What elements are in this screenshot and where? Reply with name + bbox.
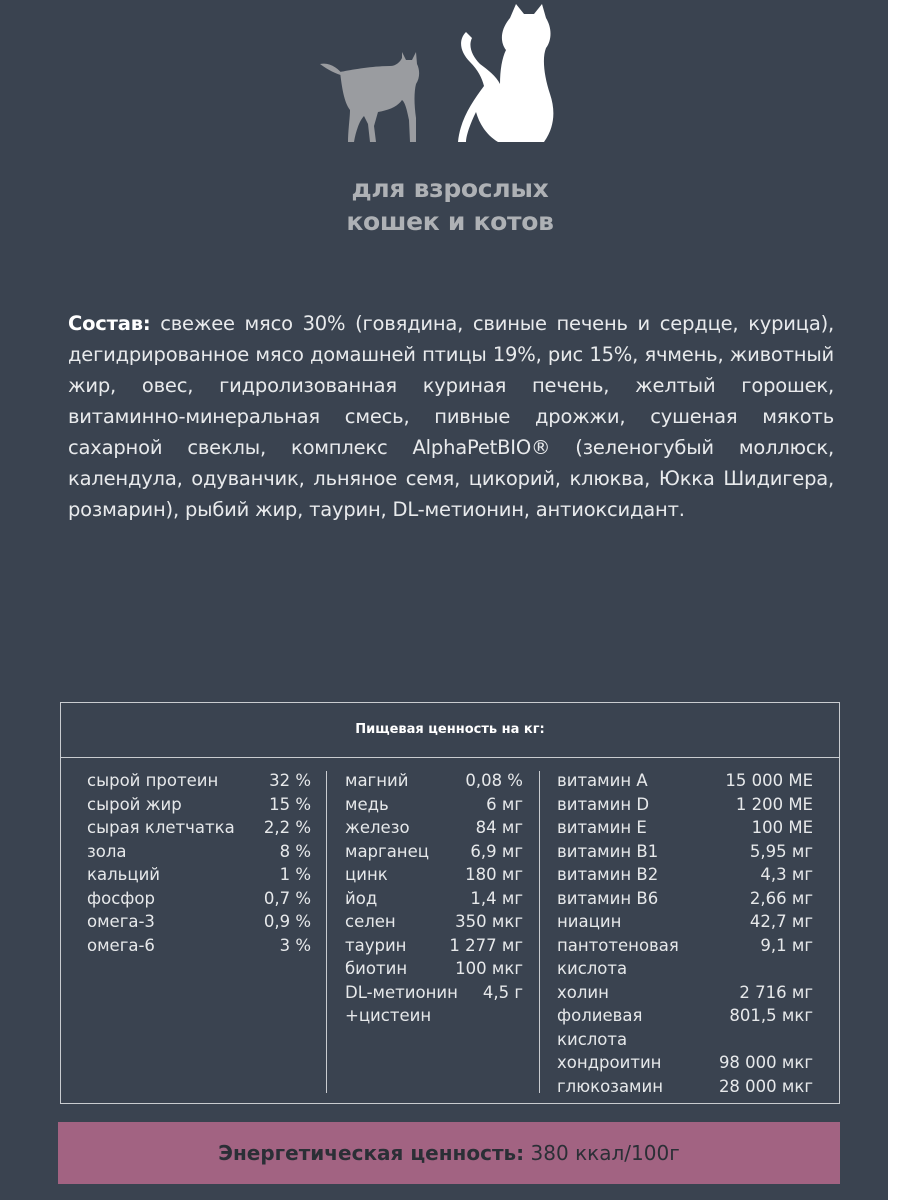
- nutrient-value: 28 000 мкг: [718, 1076, 813, 1096]
- nutrient-value: 4,5 г: [482, 982, 523, 1002]
- column-divider: [539, 771, 540, 1093]
- nutrient-row: [345, 934, 523, 958]
- nutrient-row: [345, 981, 523, 1028]
- nutrient-row: [557, 863, 813, 887]
- nutrition-title: Пищевая ценность на кг:: [61, 703, 839, 758]
- energy-label: Энергетическая ценность:: [218, 1141, 525, 1165]
- nutrient-value: 15 %: [269, 794, 311, 814]
- nutrient-row: [557, 1075, 813, 1099]
- nutrient-name: селен: [345, 912, 396, 931]
- nutrient-name: омега-3: [87, 912, 155, 931]
- nutrient-value: 32 %: [269, 771, 311, 790]
- nutrient-row: [345, 769, 523, 793]
- nutrient-row: [345, 816, 523, 840]
- nutrient-row: [557, 816, 813, 840]
- nutrient-value: 6,9 мг: [470, 841, 523, 861]
- nutrient-row: [87, 816, 311, 840]
- nutrient-name: сырой протеин: [87, 771, 219, 790]
- nutrient-value: 0,7 %: [263, 888, 311, 908]
- energy-value: 380 ккал/100г: [524, 1141, 680, 1165]
- nutrient-value: 4,3 мг: [760, 865, 813, 884]
- nutrient-value: 180 мг: [465, 865, 523, 884]
- nutrient-name: холин: [557, 982, 609, 1002]
- nutrient-row: [557, 1004, 813, 1051]
- nutrient-name: хондроитин: [557, 1053, 662, 1072]
- nutrient-name: цинк: [345, 865, 388, 884]
- nutrient-row: [557, 887, 813, 911]
- nutrient-row: [87, 934, 311, 958]
- subtitle-line-1: для взрослых: [351, 174, 549, 203]
- energy-value-band: [58, 1122, 840, 1184]
- nutrient-value: 15 000 МЕ: [725, 771, 813, 790]
- nutrient-name: зола: [87, 841, 127, 861]
- nutrient-name: марганец: [345, 841, 429, 861]
- nutrition-table: [60, 702, 840, 1104]
- nutrient-value: 2,2 %: [263, 818, 311, 837]
- nutrient-name: йод: [345, 888, 378, 908]
- nutrient-name: железо: [345, 818, 410, 837]
- nutrient-value: 1 %: [279, 865, 311, 884]
- column-divider: [326, 771, 327, 1093]
- composition-text: [68, 308, 834, 525]
- nutrient-name: сырой жир: [87, 794, 182, 814]
- nutrient-name: сырая клетчатка: [87, 818, 235, 837]
- nutrient-value: 100 МЕ: [751, 818, 813, 837]
- nutrient-value: 2 716 мг: [739, 982, 813, 1002]
- nutrient-row: [557, 769, 813, 793]
- nutrient-name: глюкозамин: [557, 1076, 664, 1096]
- nutrient-name: фосфор: [87, 888, 155, 908]
- nutrient-row: [87, 840, 311, 864]
- nutrient-value: 100 мкг: [455, 959, 523, 978]
- nutrient-name: витамин Е: [557, 818, 647, 837]
- nutrient-value: 801,5 мкг: [729, 1006, 813, 1025]
- nutrition-column-vitamins: [557, 769, 813, 1098]
- nutrient-row: [345, 793, 523, 817]
- nutrient-name: медь: [345, 794, 389, 814]
- nutrition-column-basic: [87, 769, 311, 957]
- nutrient-name: кальций: [87, 865, 161, 884]
- nutrient-row: [557, 981, 813, 1005]
- nutrient-row: [557, 1051, 813, 1075]
- nutrient-value: 0,9 %: [263, 912, 311, 931]
- nutrient-row: [345, 840, 523, 864]
- nutrient-value: 1 200 МЕ: [735, 794, 813, 814]
- nutrient-value: 3 %: [279, 935, 311, 955]
- nutrient-value: 8 %: [279, 841, 311, 861]
- subtitle-line-2: кошек и котов: [346, 207, 554, 236]
- nutrient-name: магний: [345, 771, 409, 790]
- nutrient-name: таурин: [345, 935, 407, 955]
- nutrient-row: [557, 934, 813, 981]
- nutrient-row: [87, 863, 311, 887]
- nutrient-value: 98 000 мкг: [718, 1053, 813, 1072]
- composition-ingredients: свежее мясо 30% (говядина, свиные печень и сердце, курица), дегидрированное мясо домашней птицы 19%, рис 15%, ячмень, животный жир, овес, гидролизованная куриная печень, желтый горошек, витаминно-минеральная смесь, пивные дрожжи, сушеная мякоть сахарной свеклы, комплекс AlphaPetBIO® (зеленогубый моллюск, календула, одуванчик, льняное семя, цикорий, клюква, Юкка Шидигера, розмарин), рыбий жир, таурин, DL-метионин, антиоксидант.: [68, 312, 834, 521]
- nutrient-value: 1 277 мг: [449, 935, 523, 955]
- nutrient-value: 9,1 мг: [760, 935, 813, 955]
- nutrient-row: [87, 910, 311, 934]
- nutrient-name: пантотеновая кислота: [557, 935, 679, 978]
- nutrient-name: DL-метионин +цистеин: [345, 982, 458, 1025]
- small-cat-icon: [320, 52, 419, 142]
- nutrient-value: 6 мг: [486, 794, 523, 814]
- nutrient-value: 0,08 %: [465, 771, 523, 790]
- nutrient-name: витамин А: [557, 771, 648, 790]
- nutrient-row: [345, 863, 523, 887]
- nutrient-value: 42,7 мг: [749, 912, 813, 931]
- nutrient-row: [345, 957, 523, 981]
- target-audience-subtitle: [250, 172, 650, 238]
- nutrient-row: [87, 793, 311, 817]
- nutrient-row: [345, 887, 523, 911]
- nutrient-row: [345, 910, 523, 934]
- nutrient-name: ниацин: [557, 912, 622, 931]
- nutrient-name: витамин В6: [557, 888, 659, 908]
- nutrient-name: биотин: [345, 959, 408, 978]
- nutrient-value: 84 мг: [475, 818, 523, 837]
- nutrient-name: витамин D: [557, 794, 650, 814]
- nutrient-name: омега-6: [87, 935, 155, 955]
- nutrient-row: [557, 793, 813, 817]
- nutrient-name: фолиевая кислота: [557, 1006, 643, 1049]
- nutrient-value: 5,95 мг: [749, 841, 813, 861]
- cats-illustration: [310, 0, 590, 160]
- nutrient-value: 350 мкг: [455, 912, 523, 931]
- nutrition-column-minerals: [345, 769, 523, 1028]
- large-cat-icon: [458, 4, 553, 142]
- nutrient-value: 2,66 мг: [749, 888, 813, 908]
- nutrient-row: [87, 769, 311, 793]
- nutrient-name: витамин В1: [557, 841, 659, 861]
- nutrient-row: [557, 840, 813, 864]
- nutrient-row: [87, 887, 311, 911]
- nutrient-value: 1,4 мг: [470, 888, 523, 908]
- nutrient-row: [557, 910, 813, 934]
- nutrient-name: витамин В2: [557, 865, 659, 884]
- composition-label: Состав:: [68, 312, 151, 335]
